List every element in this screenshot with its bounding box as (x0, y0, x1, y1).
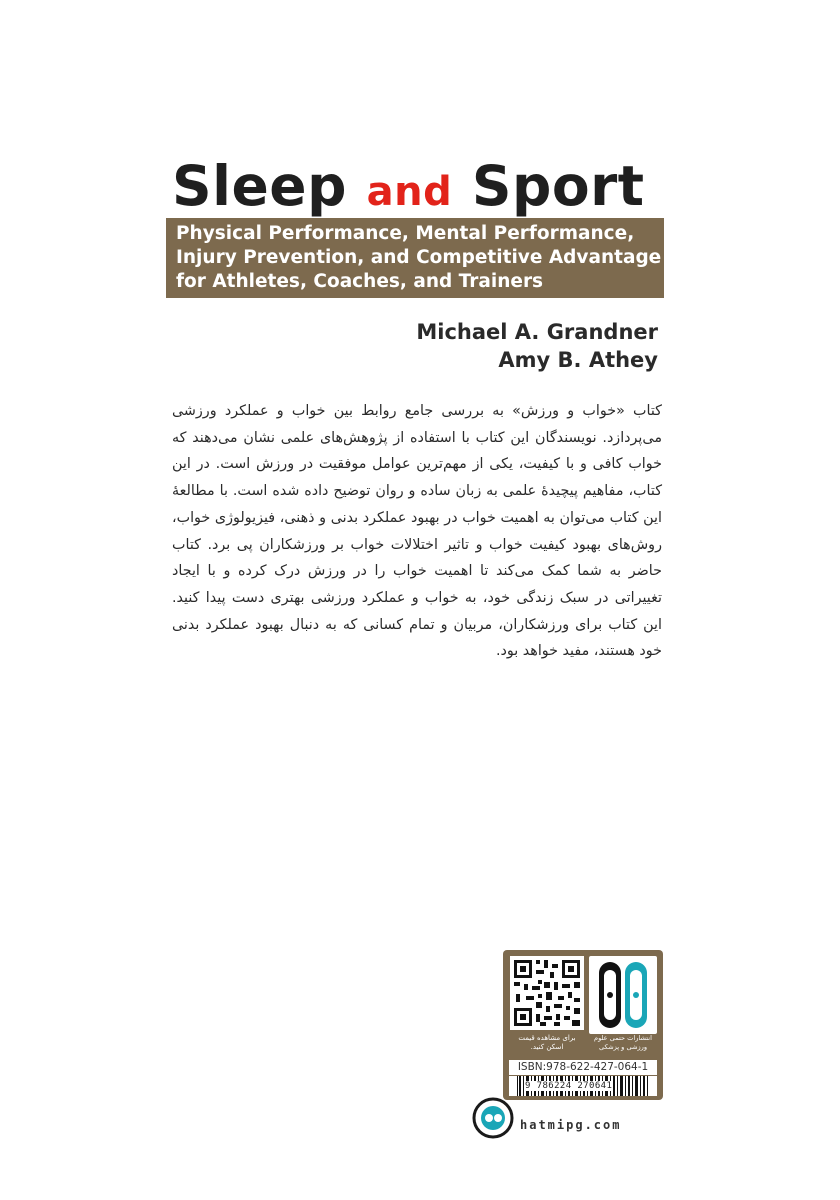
publisher-panel (503, 950, 663, 1100)
barcode-number: 9 786224 270641 (525, 1081, 613, 1091)
hatmi-round-logo-icon (472, 1097, 514, 1139)
subtitle-line-1: Physical Performance, Mental Performance, (176, 223, 635, 244)
publisher-logo-icon (589, 956, 657, 1034)
title-word-and: and (366, 169, 453, 215)
subtitle-line-3: for Athletes, Coaches, and Trainers (176, 271, 544, 292)
title-word-sport: Sport (471, 154, 645, 218)
author-2: Amy B. Athey (498, 348, 658, 372)
qr-code-icon[interactable] (510, 956, 584, 1030)
isbn-label: ISBN:978-622-427-064-1 (509, 1060, 657, 1075)
publisher-website[interactable]: hatmipg.com (520, 1118, 622, 1132)
subtitle-box (166, 218, 664, 298)
book-title (172, 150, 662, 228)
subtitle-line-2: Injury Prevention, and Competitive Advantage (176, 247, 662, 268)
author-1: Michael A. Grandner (416, 320, 658, 344)
title-word-sleep: Sleep (172, 154, 347, 218)
view-price-note: برای مشاهده قیمت اسکن کنید. (518, 1034, 576, 1051)
publisher-name: انتشارات حتمی علوم ورزشی و پزشکی (594, 1034, 652, 1051)
book-description: کتاب «خواب و ورزش» به بررسی جامع روابط بین خواب و عملکرد ورزشی می‌پردازد. نویسندگان این کتاب با استفاده از پژوهش‌های علمی نشان می‌دهند که خواب کافی و با کیفیت، یکی از مهم‌ترین عوامل موفقیت در ورزش است. در این کتاب، مفاهیم پیچیدهٔ علمی به زبان ساده و روان توضیح داده شده است. با مطالعهٔ این کتاب می‌توان به اهمیت خواب در بهبود عملکرد بدنی و ذهنی، فیزیولوژی خواب، روش‌های بهبود کیفیت خواب و تاثیر اختلالات خواب بر ورزشکاران پی برد. کتاب حاضر به شما کمک می‌کند تا اهمیت خواب را در ورزش درک کرده و با ایجاد تغییراتی در سبک زندگی خود، به خواب و عملکرد ورزشی بهتری دست پیدا کنید. این کتاب برای ورزشکاران، مربیان و تمام کسانی که به دنبال بهبود عملکرد بدنی خود هستند، مفید خواهد بود. (172, 403, 662, 660)
author-list (416, 318, 658, 374)
